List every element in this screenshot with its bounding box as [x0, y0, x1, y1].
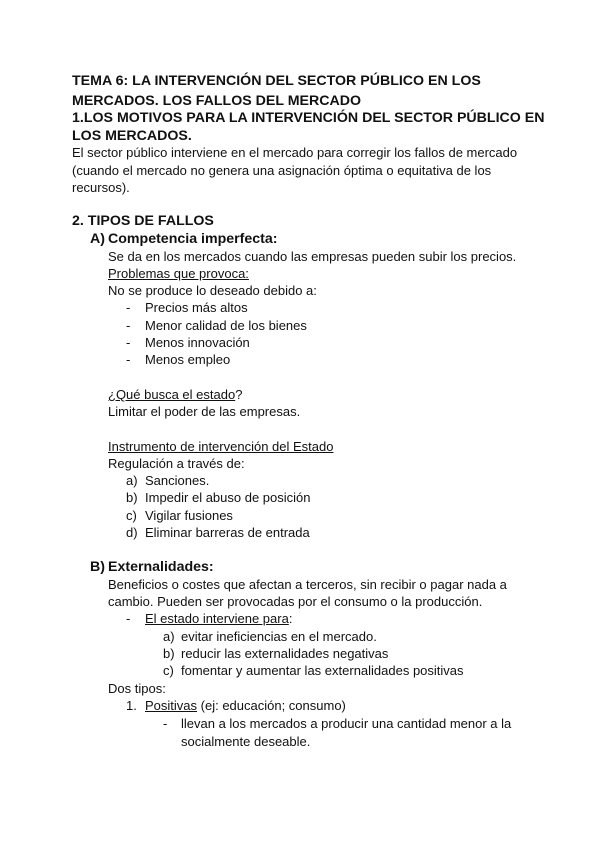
list-dash: -	[126, 352, 131, 367]
state-answer: Limitar el poder de las empresas.	[108, 404, 301, 419]
subsection-b-marker: B)	[90, 559, 105, 575]
list-dash: -	[126, 300, 131, 315]
intervene-title-text: El estado interviene para	[145, 611, 289, 626]
document-title-line-1: TEMA 6: LA INTERVENCIÓN DEL SECTOR PÚBLICO EN LOS	[72, 73, 481, 89]
instrument-title: Instrumento de intervención del Estado	[108, 439, 334, 454]
instrument-item: Eliminar barreras de entrada	[145, 525, 310, 540]
problem-item: Menor calidad de los bienes	[145, 318, 307, 333]
list-dash: -	[126, 318, 131, 333]
section-1-body-line-2: (cuando el mercado no genera una asignación óptima o equitativa de los	[72, 163, 492, 178]
section-1-body-line-1: El sector público interviene en el mercado para corregir los fallos de mercado	[72, 145, 518, 160]
type-1-example: (ej: educación; consumo)	[197, 698, 346, 713]
intervene-title-colon: :	[288, 611, 293, 626]
state-question	[108, 386, 242, 404]
subsection-a-intro: Se da en los mercados cuando las empresas pueden subir los precios.	[108, 249, 517, 264]
subsection-a-marker: A)	[90, 231, 105, 247]
list-dash: -	[126, 611, 131, 626]
type-1-title: Positivas	[145, 698, 198, 713]
list-dash: -	[126, 335, 131, 350]
instrument-marker: d)	[126, 525, 138, 540]
instrument-marker: a)	[126, 473, 138, 488]
instrument-marker: b)	[126, 490, 138, 505]
instrument-item: Impedir el abuso de posición	[145, 490, 311, 505]
intervene-title	[145, 610, 292, 628]
state-question-mark: ?	[235, 387, 243, 402]
problem-item: Menos innovación	[145, 335, 250, 350]
intervene-marker: b)	[163, 646, 175, 661]
problems-title: Problemas que provoca:	[108, 266, 249, 281]
subsection-b-body-line-2: cambio. Pueden ser provocadas por el consumo o la producción.	[108, 594, 483, 609]
intervene-item: reducir las externalidades negativas	[181, 646, 389, 661]
intervene-item: evitar ineficiencias en el mercado.	[181, 629, 377, 644]
intervene-marker: c)	[163, 663, 174, 678]
type-1-detail-line-2: socialmente deseable.	[181, 734, 311, 749]
types-intro: Dos tipos:	[108, 681, 166, 696]
subsection-b-title: Externalidades:	[108, 559, 214, 575]
section-2-heading: 2. TIPOS DE FALLOS	[72, 213, 214, 229]
list-dash: -	[163, 716, 168, 731]
instrument-intro: Regulación a través de:	[108, 456, 245, 471]
section-1-body-line-3: recursos).	[72, 180, 130, 195]
state-question-text: ¿Qué busca el estado	[108, 387, 236, 402]
problems-intro: No se produce lo deseado debido a:	[108, 283, 317, 298]
subsection-b-body-line-1: Beneficios o costes que afectan a terceros, sin recibir o pagar nada a	[108, 577, 507, 592]
instrument-item: Sanciones.	[145, 473, 210, 488]
intervene-item: fomentar y aumentar las externalidades positivas	[181, 663, 464, 678]
section-1-heading-line-2: LOS MERCADOS.	[72, 128, 192, 144]
document-title-line-2: MERCADOS. LOS FALLOS DEL MERCADO	[72, 93, 362, 109]
problem-item: Menos empleo	[145, 352, 231, 367]
section-1-heading-line-1: 1.LOS MOTIVOS PARA LA INTERVENCIÓN DEL SECTOR PÚBLICO EN	[72, 110, 545, 126]
subsection-a-title: Competencia imperfecta:	[108, 231, 278, 247]
type-1-detail-line-1: llevan a los mercados a producir una cantidad menor a la	[181, 716, 512, 731]
instrument-marker: c)	[126, 508, 137, 523]
type-1-marker: 1.	[126, 698, 137, 713]
problem-item: Precios más altos	[145, 300, 248, 315]
intervene-marker: a)	[163, 629, 175, 644]
instrument-item: Vigilar fusiones	[145, 508, 233, 523]
type-1	[145, 697, 346, 715]
